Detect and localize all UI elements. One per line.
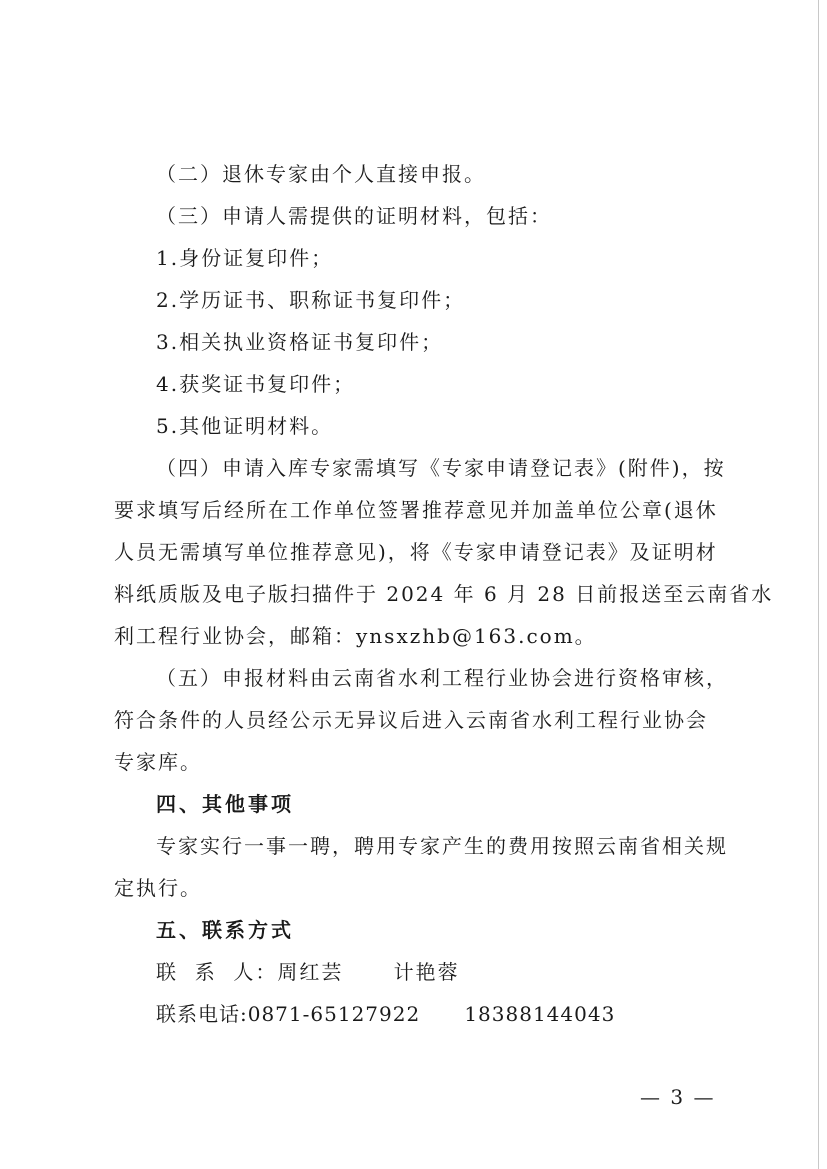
list-item-other: 5.其他证明材料。 bbox=[156, 414, 334, 438]
paragraph-application-line-1: （四）申请入库专家需填写《专家申请登记表》(附件)，按 bbox=[156, 456, 726, 480]
page-number: — 3 — bbox=[640, 1085, 716, 1109]
contact-persons: 联 系 人：周红芸 计艳蓉 bbox=[156, 960, 460, 984]
heading-other-matters: 四、其他事项 bbox=[156, 792, 294, 816]
paragraph-application-line-2: 要求填写后经所在工作单位签署推荐意见并加盖单位公章(退休 bbox=[114, 498, 718, 522]
paragraph-other-line-2: 定执行。 bbox=[114, 876, 202, 900]
paragraph-retired-experts: （二）退休专家由个人直接申报。 bbox=[156, 162, 486, 186]
paragraph-review-line-3: 专家库。 bbox=[114, 750, 202, 774]
list-item-education: 2.学历证书、职称证书复印件； bbox=[156, 288, 466, 312]
paragraph-application-line-5: 利工程行业协会，邮箱：ynsxzhb@163.com。 bbox=[114, 624, 597, 648]
paragraph-application-line-3: 人员无需填写单位推荐意见)，将《专家申请登记表》及证明材 bbox=[114, 540, 718, 564]
paragraph-application-line-4: 料纸质版及电子版扫描件于 2024 年 6 月 28 日前报送至云南省水 bbox=[114, 582, 774, 606]
paragraph-review-line-1: （五）申报材料由云南省水利工程行业协会进行资格审核， bbox=[156, 666, 728, 690]
paragraph-materials-intro: （三）申请人需提供的证明材料，包括： bbox=[156, 204, 552, 228]
page-edge-divider bbox=[818, 0, 819, 1169]
contact-phone: 联系电话:0871-65127922 18388144043 bbox=[156, 1002, 616, 1026]
paragraph-other-line-1: 专家实行一事一聘，聘用专家产生的费用按照云南省相关规 bbox=[156, 834, 728, 858]
list-item-qualification: 3.相关执业资格证书复印件； bbox=[156, 330, 444, 354]
heading-contact: 五、联系方式 bbox=[156, 918, 294, 942]
list-item-awards: 4.获奖证书复印件； bbox=[156, 372, 356, 396]
paragraph-review-line-2: 符合条件的人员经公示无异议后进入云南省水利工程行业协会 bbox=[114, 708, 708, 732]
list-item-id-card: 1.身份证复印件； bbox=[156, 246, 334, 270]
